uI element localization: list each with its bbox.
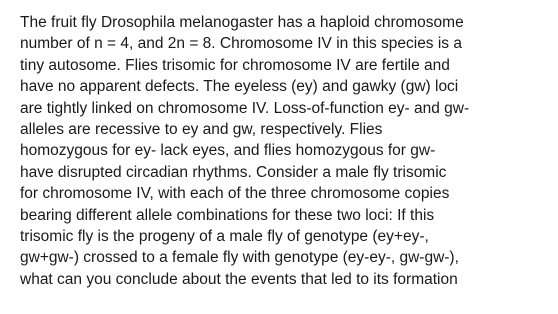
question-line: what can you conclude about the events that led to its formation [20, 270, 458, 288]
question-line: for chromosome IV, with each of the three chromosome copies [20, 185, 450, 203]
question-line: have no apparent defects. The eyeless (ey) and gawky (gw) loci [20, 78, 459, 96]
question-line: alleles are recessive to ey and gw, respectively. Flies [20, 121, 383, 139]
question-line: have disrupted circadian rhythms. Consider a male fly trisomic [20, 163, 447, 181]
question-line: are tightly linked on chromosome IV. Loss-of-function ey- and gw- [20, 99, 470, 117]
question-line: gw+gw-) crossed to a female fly with genotype (ey-ey-, gw-gw-), [20, 249, 459, 267]
question-line: homozygous for ey- lack eyes, and flies homozygous for gw- [20, 142, 436, 160]
question-line: trisomic fly is the progeny of a male fly of genotype (ey+ey-, [20, 228, 429, 246]
question-line: number of n = 4, and 2n = 8. Chromosome IV in this species is a [20, 35, 462, 53]
question-text [20, 12, 550, 290]
question-line: The fruit fly Drosophila melanogaster has a haploid chromosome [20, 14, 464, 31]
question-line: bearing different allele combinations for these two loci: If this [20, 206, 435, 224]
question-line: tiny autosome. Flies trisomic for chromosome IV are fertile and [20, 56, 450, 74]
